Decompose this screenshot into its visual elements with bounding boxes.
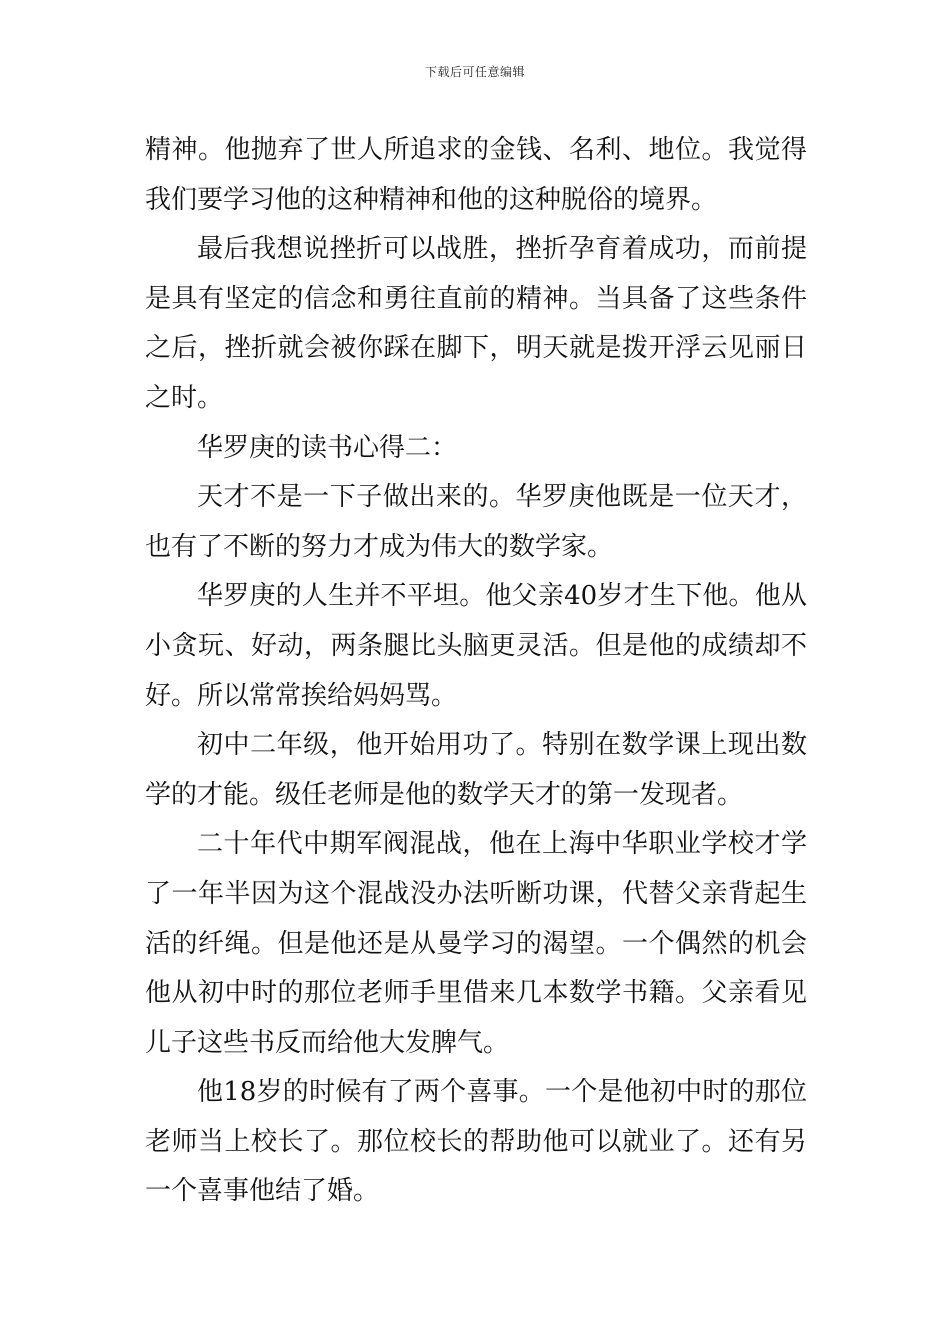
paragraph-5: 初中二年级，他开始用功了。特别在数学课上现出数学的才能。级任老师是他的数学天才的第一发现者。 [145, 730, 807, 810]
paragraph-2: 最后我想说挫折可以战胜，挫折孕育着成功，而前提是具有坚定的信念和勇往直前的精神。当具备了这些条件之后，挫折就会被你踩在脚下，明天就是拨开浮云见丽日之时。 [145, 234, 807, 413]
page-header: 下载后可任意编辑 [424, 65, 525, 79]
paragraph-6: 二十年代中期军阀混战，他在上海中华职业学校才学了一年半因为这个混战没办法听断功课，代替父亲背起生活的纤绳。但是他还是从曼学习的渴望。一个偶然的机会他从初中时的那位老师手里借来几本数学书籍。父亲看见儿子这些书反而给他大发脾气。 [145, 829, 807, 1058]
paragraph-3: 天才不是一下子做出来的。华罗庚他既是一位天才，也有了不断的努力才成为伟大的数学家。 [145, 482, 807, 562]
paragraph-1: 精神。他抛弃了世人所追求的金钱、名利、地位。我觉得我们要学习他的这种精神和他的这种脱俗的境界。 [145, 135, 807, 215]
paragraph-4: 华罗庚的人生并不平坦。他父亲40岁才生下他。他从小贪玩、好动，两条腿比头脑更灵活。但是他的成绩却不好。所以常常挨给妈妈骂。 [145, 581, 807, 711]
paragraph-7: 他18岁的时候有了两个喜事。一个是他初中时的那位老师当上校长了。那位校长的帮助他可以就业了。还有另一个喜事他结了婚。 [145, 1077, 807, 1207]
document-body [145, 126, 807, 1217]
section-heading: 华罗庚的读书心得二： [197, 432, 458, 463]
